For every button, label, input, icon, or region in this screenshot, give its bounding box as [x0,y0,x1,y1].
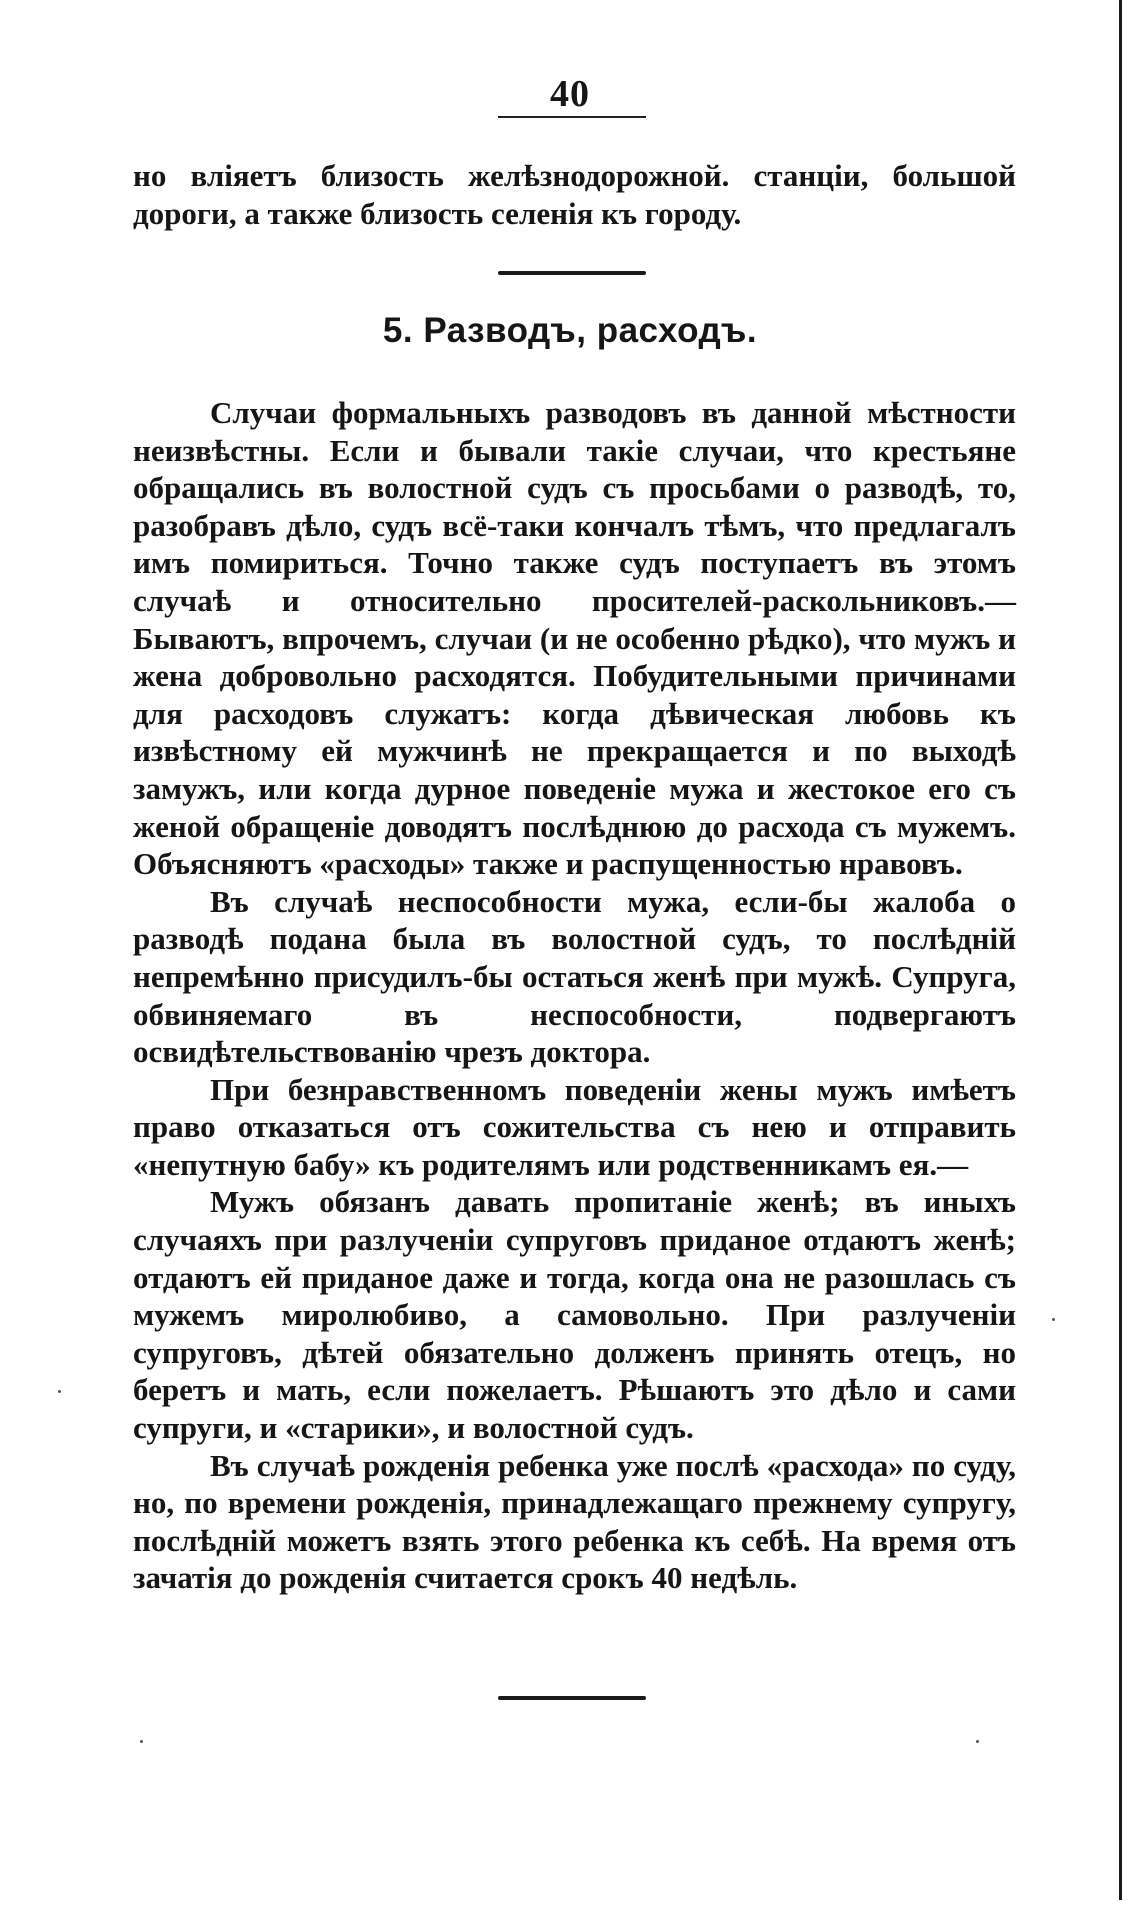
scan-speck [976,1740,979,1743]
page-number: 40 [550,73,590,115]
scan-page-edge [1119,0,1122,1900]
section-divider-bottom [498,1696,646,1700]
paragraph-formal-divorce: Случаи формальныхъ разводовъ въ данной мѣстности неизвѣстны. Если и бывали такiе случаи, что крестьяне обращались въ волостной судъ съ просьбами о разводѣ, то, разобравъ дѣло, судъ всё-таки кончалъ тѣмъ, что предлагалъ имъ помириться. Точно также судъ поступаетъ въ этомъ случаѣ и относительно просителей-раскольниковъ.— Бываютъ, впрочемъ, случаи (и не особенно рѣдко), что мужъ и жена добровольно расходятся. Побудительными причинами для расходовъ служатъ: когда дѣвическая любовь къ извѣстному ей мужчинѣ не прекращается и по выходѣ замужъ, или когда дурное поведенiе мужа и жестокое его съ женой обращенiе доводятъ послѣднюю до расхода съ мужемъ. Объясняютъ «расходы» также и распущенностью нравовъ. [133,395,1016,882]
paragraph-maintenance: Мужъ обязанъ давать пропитанiе женѣ; въ иныхъ случаяхъ при разлученiи супруговъ приданое отдаютъ женѣ; отдаютъ ей приданое даже и тогда, когда она не разошлась съ мужемъ миролюбиво, а самовольно. При разлученiи супруговъ, дѣтей обязательно долженъ принять отецъ, но беретъ и мать, если пожелаетъ. Рѣшаютъ это дѣло и сами супруги, и «старики», и волостной судъ. [133,1184,1016,1446]
paragraph-immoral-conduct: При безнравственномъ поведенiи жены мужъ имѣетъ право отказаться отъ сожительства съ нею и отправить «непутную бабу» къ родителямъ или родственникамъ ея.— [133,1071,1016,1182]
paragraph-incapacity: Въ случаѣ неспособности мужа, если-бы жалоба о разводѣ подана была въ волостной судъ, то послѣднiй непремѣнно присудилъ-бы остаться женѣ при мужѣ. Супруга, обвиняемаго въ неспособности, подвергаютъ освидѣтельствованiю чрезъ доктора. [133,883,1016,1070]
scan-speck [140,1740,143,1743]
intro-text: но влiяетъ близость желѣзнодорожной. станцiи, большой дороги, а также близость селенiя къ городу. [133,158,1016,231]
continuation-paragraph [133,157,1016,232]
paragraph-child-birth: Въ случаѣ рожденiя ребенка уже послѣ «расхода» по суду, но, по времени рожденiя, принадлежащаго прежнему супругу, послѣднiй можетъ взять этого ребенка къ себѣ. На время отъ зачатiя до рожденiя считается срокъ 40 недѣль. [133,1447,1016,1596]
section-title: 5. Разводъ, расходъ. [382,311,758,350]
section-body [133,394,1016,1597]
scan-speck [1052,1318,1055,1321]
page-number-underline [498,116,646,118]
section-divider-top [498,271,646,275]
scan-speck [58,1390,61,1393]
